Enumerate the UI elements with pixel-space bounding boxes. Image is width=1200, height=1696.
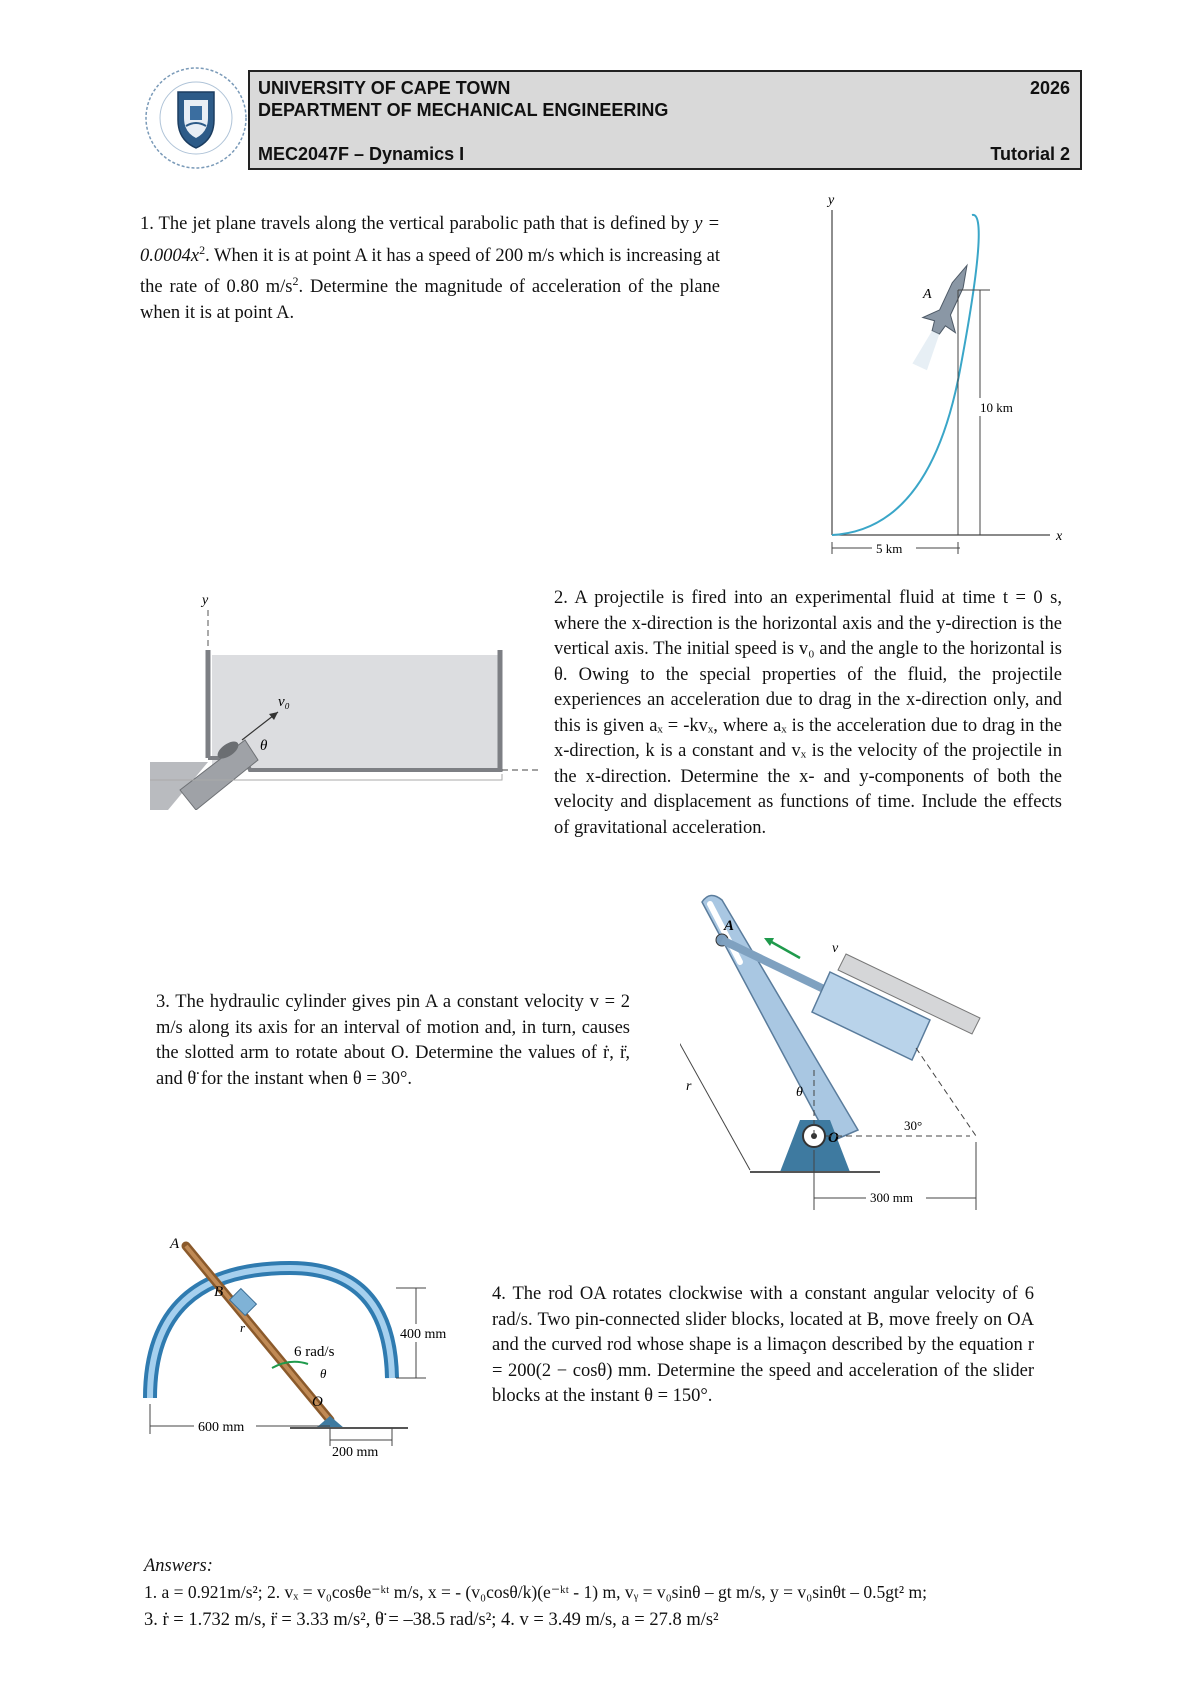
height-400-label: 400 mm: [400, 1327, 447, 1342]
answers-line-1: 1. a = 0.921m/s²; 2. vₓ = v₀cosθe⁻ᵏᵗ m/s, x = - (v₀cosθ/k)(e⁻ᵏᵗ - 1) m, vᵧ = v₀sinθ – gt m/s, y = v₀sinθt – 0.5gt² m;: [144, 1582, 927, 1602]
fig4-r-label: r: [240, 1320, 246, 1335]
question-4: 4. The rod OA rotates clockwise with a constant angular velocity of 6 rad/s. Two pin-connected slider blocks, located at B, move freely on OA and the curved rod whose shape is a limaçon described by the equation r = 200(2 − cosθ) mm. Determine the speed and acceleration of the slider blocks at the instant θ = 150°.: [492, 1284, 1034, 1406]
theta-label: θ: [796, 1085, 803, 1100]
r-label: r: [686, 1079, 692, 1094]
pin-a-label: A: [724, 918, 735, 934]
university-logo: [140, 62, 252, 174]
tutorial-number: Tutorial 2: [990, 144, 1070, 164]
question-3: 3. The hydraulic cylinder gives pin A a constant velocity v = 2 m/s along its axis for an interval of motion and, in turn, causes the slotted arm to rotate about O. Determine the values of ṙ, r̈, and θ̈ for the instant when θ = 30°.: [156, 992, 630, 1089]
department-name: DEPARTMENT OF MECHANICAL ENGINEERING: [258, 100, 669, 120]
answers-heading: Answers:: [144, 1556, 213, 1576]
height-dimension: 10 km: [980, 400, 1013, 415]
fig2-y-label: y: [202, 593, 209, 608]
width-600-label: 600 mm: [198, 1420, 245, 1435]
figure-2-fluid-tank: [150, 590, 540, 810]
angle-theta-label: θ: [260, 738, 268, 754]
rod-a-label: A: [170, 1236, 180, 1252]
answers-line-2: 3. ṙ = 1.732 m/s, r̈ = 3.33 m/s², θ̈ = –38.5 rad/s²; 4. v = 3.49 m/s, a = 27.8 m/s²: [144, 1610, 719, 1630]
header-box: [248, 70, 1082, 170]
question-2: 2. A projectile is fired into an experimental fluid at time t = 0 s, where the x-direction is the horizontal axis and the y-direction is the vertical axis. The initial speed is v₀ and the angle to the horizontal is θ. Owing to the special properties of the fluid, the projectile experiences an acceleration due to drag in the x-direction only, and this is given aₓ = -kvₓ, where aₓ is the acceleration due to drag in the x-direction, k is a constant and vₓ is the velocity of the projectile in the x-direction. Determine the x- and y-components of both the velocity and displacement as functions of time. Include the effects of gravitational acceleration.: [554, 588, 1062, 838]
initial-velocity-label: v₀: [278, 694, 290, 710]
angle-30-label: 30°: [904, 1118, 923, 1133]
angular-velocity-label: 6 rad/s: [294, 1344, 335, 1360]
jet-plane-icon: [903, 258, 983, 375]
point-a-label: A: [923, 287, 932, 302]
y-axis-label: y: [828, 193, 835, 208]
figure-3-hydraulic-cylinder: [680, 880, 1060, 1210]
pivot-o-label: O: [828, 1130, 839, 1146]
university-name: UNIVERSITY OF CAPE TOWN: [258, 78, 511, 98]
distance-300-label: 300 mm: [870, 1190, 913, 1205]
question-1: 1. The jet plane travels along the vertical parabolic path that is defined by $y = 0.0004x^2$. When it is at point A it has a speed of 200 m/s which is increasing at the rate of 0.80 $m/s^2$. Determine the magnitude of acceleration of the plane when it is at point A.: [140, 214, 720, 323]
fig4-theta-label: θ: [320, 1366, 327, 1381]
x-axis-label: x: [1056, 529, 1063, 544]
width-dimension: 5 km: [876, 541, 903, 556]
fig4-o-label: O: [312, 1394, 323, 1410]
figure-1-jet-path: [800, 190, 1080, 570]
velocity-v-label: v: [832, 941, 839, 956]
width-200-label: 200 mm: [332, 1445, 379, 1458]
course-code: MEC2047F – Dynamics I: [258, 144, 465, 164]
slider-b-label: B: [214, 1284, 224, 1300]
year: 2026: [1029, 78, 1070, 98]
figure-4-limacon-rod: [140, 1228, 470, 1458]
